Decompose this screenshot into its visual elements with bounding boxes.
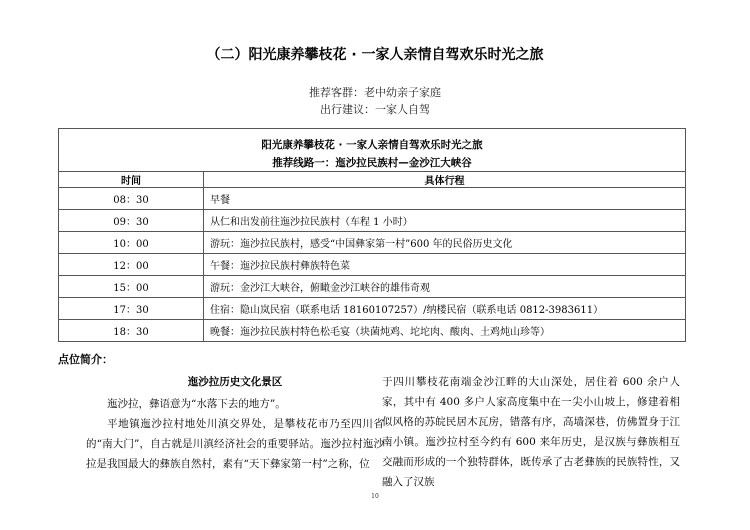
- row-detail: 住宿：隐山岚民宿（联系电话 18160107257）/纳楼民宿（联系电话 0812-3983611）: [204, 298, 686, 320]
- row-detail: 晚餐：迤沙拉民族村特色松毛宴（块菌炖鸡、坨坨肉、酸肉、土鸡炖山珍等）: [204, 320, 686, 342]
- table-row: [59, 232, 686, 254]
- row-time: 18：30: [59, 320, 204, 342]
- page-number: 10: [371, 493, 379, 500]
- row-detail: 游玩：金沙江大峡谷，俯瞰金沙江峡谷的雄伟奇观: [204, 276, 686, 298]
- table-row: [59, 210, 686, 232]
- itinerary-table: [58, 128, 686, 342]
- intro-right-column: [382, 372, 680, 492]
- table-row: [59, 298, 686, 320]
- table-row: [59, 276, 686, 298]
- intro-heading: 迤沙拉历史文化景区: [187, 376, 283, 388]
- row-detail: 午餐：迤沙拉民族村彝族特色菜: [204, 254, 686, 276]
- table-row: [59, 254, 686, 276]
- time-column-header: 时间: [59, 172, 204, 188]
- page-title: （二）阳光康养攀枝花 · 一家人亲情自驾欢乐时光之旅: [206, 47, 544, 63]
- row-time: 12：00: [59, 254, 204, 276]
- row-time: 08：30: [59, 188, 204, 210]
- itinerary-route: 推荐线路一：迤沙拉民族村—金沙江大峡谷: [59, 153, 686, 172]
- intro-paragraph: 迤沙拉，彝语意为“水落下去的地方”。: [107, 398, 286, 410]
- recommended-group: 推荐客群：老中幼亲子家庭: [309, 86, 441, 99]
- intro-label: 点位简介：: [58, 353, 113, 366]
- table-row: [59, 188, 686, 210]
- row-detail: 早餐: [204, 188, 686, 210]
- intro-left-column: [86, 372, 384, 474]
- detail-column-header: 具体行程: [204, 172, 686, 188]
- intro-paragraph-continued: 于四川攀枝花南端金沙江畔的大山深处，居住着 600 余户人家，其中有 400 多户人家高度集中在一尖小山坡上，修建着相似风格的苏皖民居木瓦房，错落有序，高墙深巷，仿佛置身于江南小镇。迤沙拉村至今约有 600 来年历史，是汉族与彝族相互交融而形成的一个独特群体，既传承了古老彝族的民族特性，又融入了汉族: [382, 376, 680, 488]
- row-time: 09：30: [59, 210, 204, 232]
- row-time: 17：30: [59, 298, 204, 320]
- row-time: 10：00: [59, 232, 204, 254]
- row-time: 15：00: [59, 276, 204, 298]
- row-detail: 游玩：迤沙拉民族村，感受“中国彝家第一村”600 年的民俗历史文化: [204, 232, 686, 254]
- table-row: [59, 320, 686, 342]
- travel-suggestion: 出行建议：一家人自驾: [320, 103, 430, 116]
- row-detail: 从仁和出发前往迤沙拉民族村（车程 1 小时）: [204, 210, 686, 232]
- itinerary-caption: 阳光康养攀枝花 · 一家人亲情自驾欢乐时光之旅: [59, 129, 686, 154]
- intro-paragraph: 平地镇迤沙拉村地处川滇交界处，是攀枝花市乃至四川省的“南大门”，自古就是川滇经济社会的重要驿站。迤沙拉村迤沙拉是我国最大的彝族自然村，素有“天下彝家第一村”之称，位: [86, 418, 384, 470]
